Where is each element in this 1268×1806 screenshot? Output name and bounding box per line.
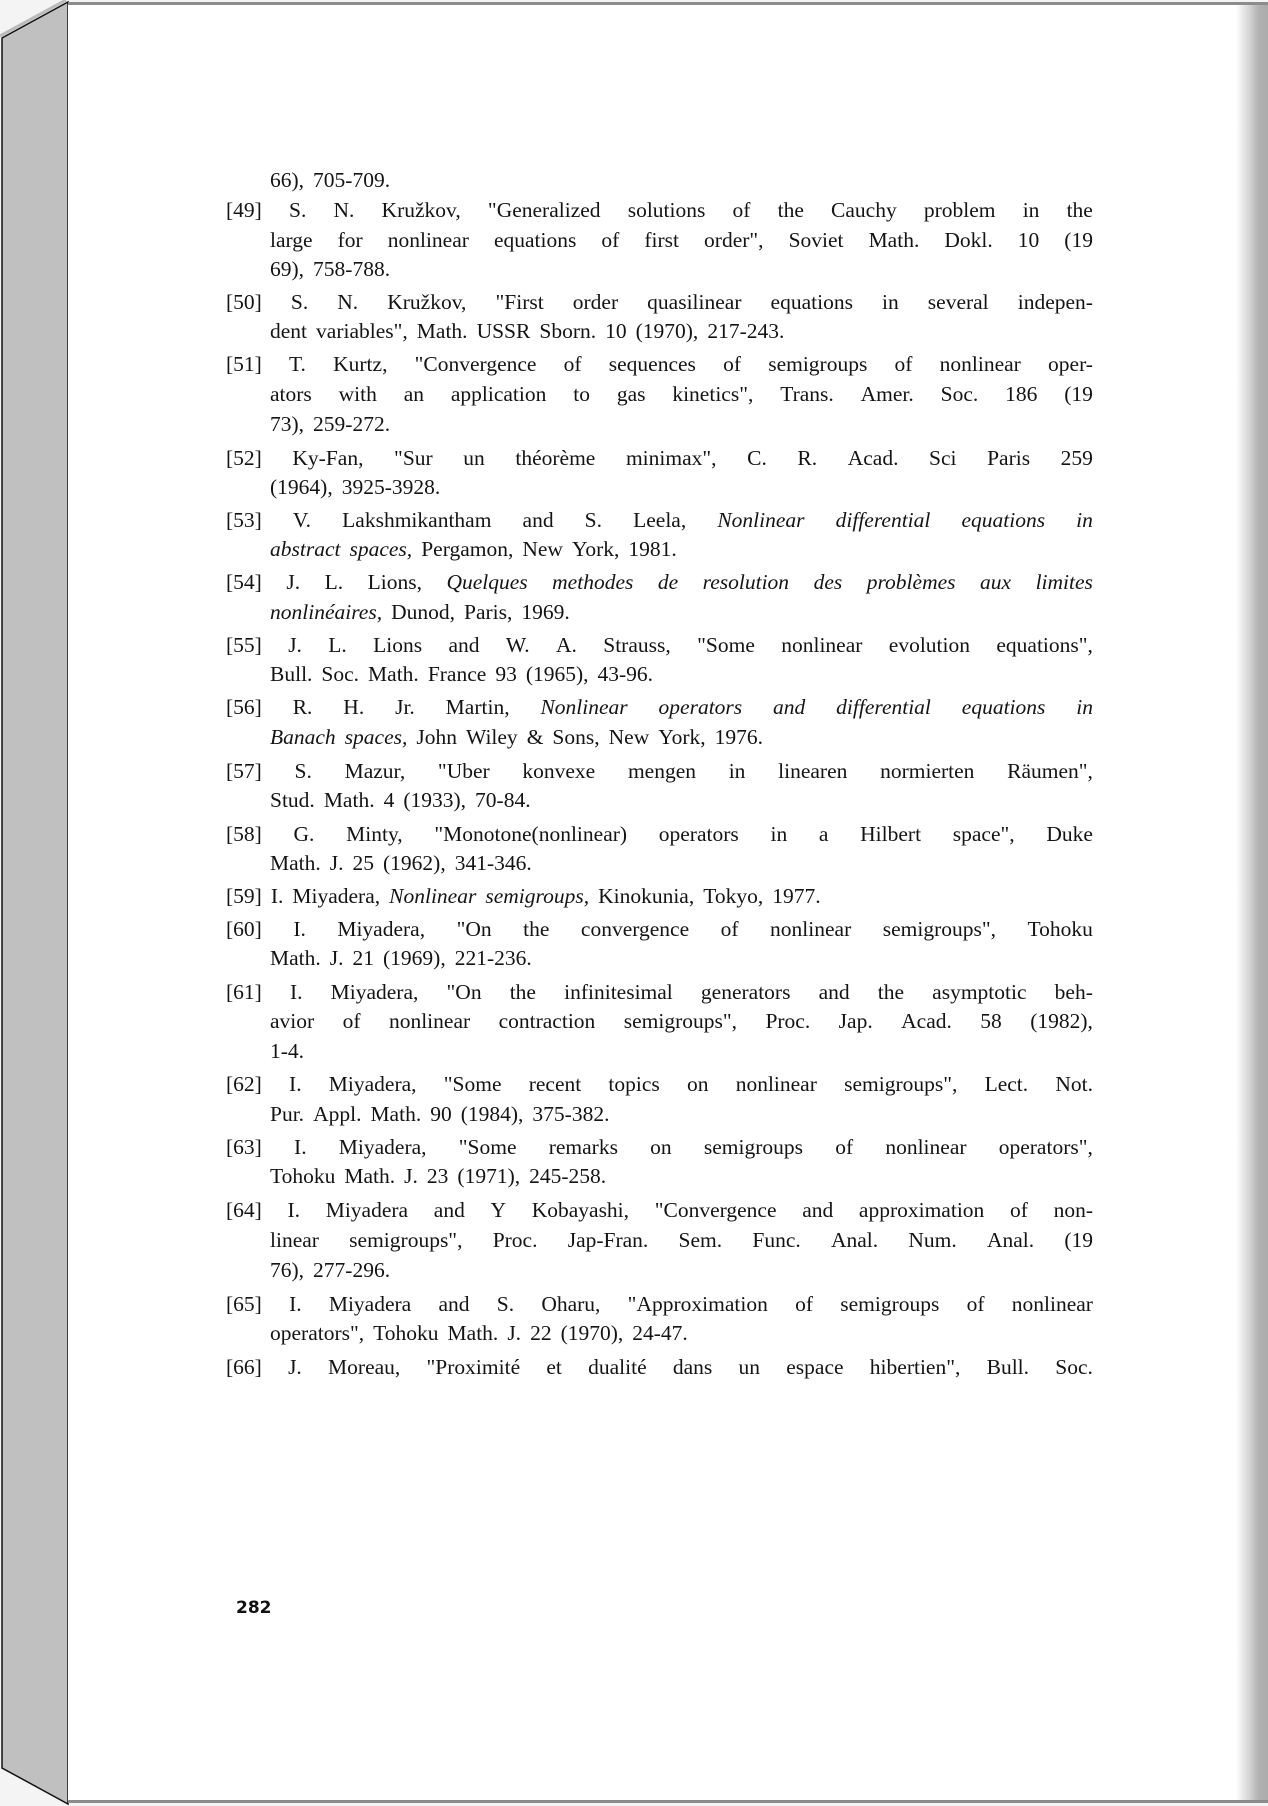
reference-continuation-line: Banach spaces, John Wiley & Sons, New York, 1976. bbox=[270, 725, 764, 749]
reference-entry-line: [59] I. Miyadera, Nonlinear semigroups, Kinokunia, Tokyo, 1977. bbox=[226, 884, 821, 908]
reference-continuation-line: dent variables", Math. USSR Sborn. 10 (1970), 217-243. bbox=[270, 319, 785, 343]
reference-continuation-line: Bull. Soc. Math. France 93 (1965), 43-96. bbox=[270, 662, 654, 686]
reference-entry-line: [64] I. Miyadera and Y Kobayashi, "Convergence and approximation of non- bbox=[226, 1198, 1093, 1222]
reference-continuation-line: 66), 705-709. bbox=[270, 168, 391, 192]
reference-entry-line: [49] S. N. Kružkov, "Generalized solutions of the Cauchy problem in the bbox=[226, 198, 1093, 222]
reference-continuation-line: 69), 758-788. bbox=[270, 257, 391, 281]
reference-continuation-line: 1-4. bbox=[270, 1039, 305, 1063]
reference-continuation-line: Pur. Appl. Math. 90 (1984), 375-382. bbox=[270, 1102, 610, 1126]
reference-entry-line: [55] J. L. Lions and W. A. Strauss, "Some nonlinear evolution equations", bbox=[226, 633, 1093, 657]
reference-entry-line: [66] J. Moreau, "Proximité et dualité dans un espace hibertien", Bull. Soc. bbox=[226, 1355, 1093, 1379]
page-edge-shadow bbox=[1236, 5, 1268, 1800]
reference-continuation-line: nonlinéaires, Dunod, Paris, 1969. bbox=[270, 600, 570, 624]
reference-continuation-line: Stud. Math. 4 (1933), 70-84. bbox=[270, 788, 531, 812]
reference-continuation-line: abstract spaces, Pergamon, New York, 1981. bbox=[270, 537, 677, 561]
reference-entry-line: [60] I. Miyadera, "On the convergence of nonlinear semigroups", Tohoku bbox=[226, 917, 1093, 941]
reference-continuation-line: 76), 277-296. bbox=[270, 1258, 391, 1282]
reference-continuation-line: linear semigroups", Proc. Jap-Fran. Sem. Func. Anal. Num. Anal. (19 bbox=[270, 1228, 1093, 1252]
reference-entry-line: [52] Ky-Fan, "Sur un théorème minimax", C. R. Acad. Sci Paris 259 bbox=[226, 446, 1093, 470]
reference-continuation-line: Math. J. 21 (1969), 221-236. bbox=[270, 946, 532, 970]
reference-entry-line: [50] S. N. Kružkov, "First order quasilinear equations in several indepen- bbox=[226, 290, 1093, 314]
reference-continuation-line: operators", Tohoku Math. J. 22 (1970), 24-47. bbox=[270, 1321, 688, 1345]
reference-entry-line: [56] R. H. Jr. Martin, Nonlinear operators and differential equations in bbox=[226, 695, 1093, 719]
reference-continuation-line: 73), 259-272. bbox=[270, 412, 391, 436]
reference-entry-line: [65] I. Miyadera and S. Oharu, "Approximation of semigroups of nonlinear bbox=[226, 1292, 1093, 1316]
reference-entry-line: [58] G. Minty, "Monotone(nonlinear) operators in a Hilbert space", Duke bbox=[226, 822, 1093, 846]
reference-entry-line: [57] S. Mazur, "Uber konvexe mengen in linearen normierten Räumen", bbox=[226, 759, 1093, 783]
reference-entry-line: [63] I. Miyadera, "Some remarks on semigroups of nonlinear operators", bbox=[226, 1135, 1093, 1159]
reference-continuation-line: ators with an application to gas kinetics", Trans. Amer. Soc. 186 (19 bbox=[270, 382, 1093, 406]
reference-entry-line: [53] V. Lakshmikantham and S. Leela, Nonlinear differential equations in bbox=[226, 508, 1093, 532]
reference-continuation-line: (1964), 3925-3928. bbox=[270, 475, 441, 499]
reference-entry-line: [51] T. Kurtz, "Convergence of sequences of semigroups of nonlinear oper- bbox=[226, 352, 1093, 376]
book-spine bbox=[0, 0, 72, 1806]
reference-entry-line: [61] I. Miyadera, "On the infinitesimal generators and the asymptotic beh- bbox=[226, 980, 1093, 1004]
reference-continuation-line: Tohoku Math. J. 23 (1971), 245-258. bbox=[270, 1164, 607, 1188]
reference-continuation-line: large for nonlinear equations of first order", Soviet Math. Dokl. 10 (19 bbox=[270, 228, 1093, 252]
reference-continuation-line: Math. J. 25 (1962), 341-346. bbox=[270, 851, 532, 875]
page-number: 282 bbox=[236, 1598, 272, 1618]
reference-entry-line: [62] I. Miyadera, "Some recent topics on nonlinear semigroups", Lect. Not. bbox=[226, 1072, 1093, 1096]
reference-continuation-line: avior of nonlinear contraction semigroups", Proc. Jap. Acad. 58 (1982), bbox=[270, 1009, 1093, 1033]
reference-entry-line: [54] J. L. Lions, Quelques methodes de resolution des problèmes aux limites bbox=[226, 570, 1093, 594]
